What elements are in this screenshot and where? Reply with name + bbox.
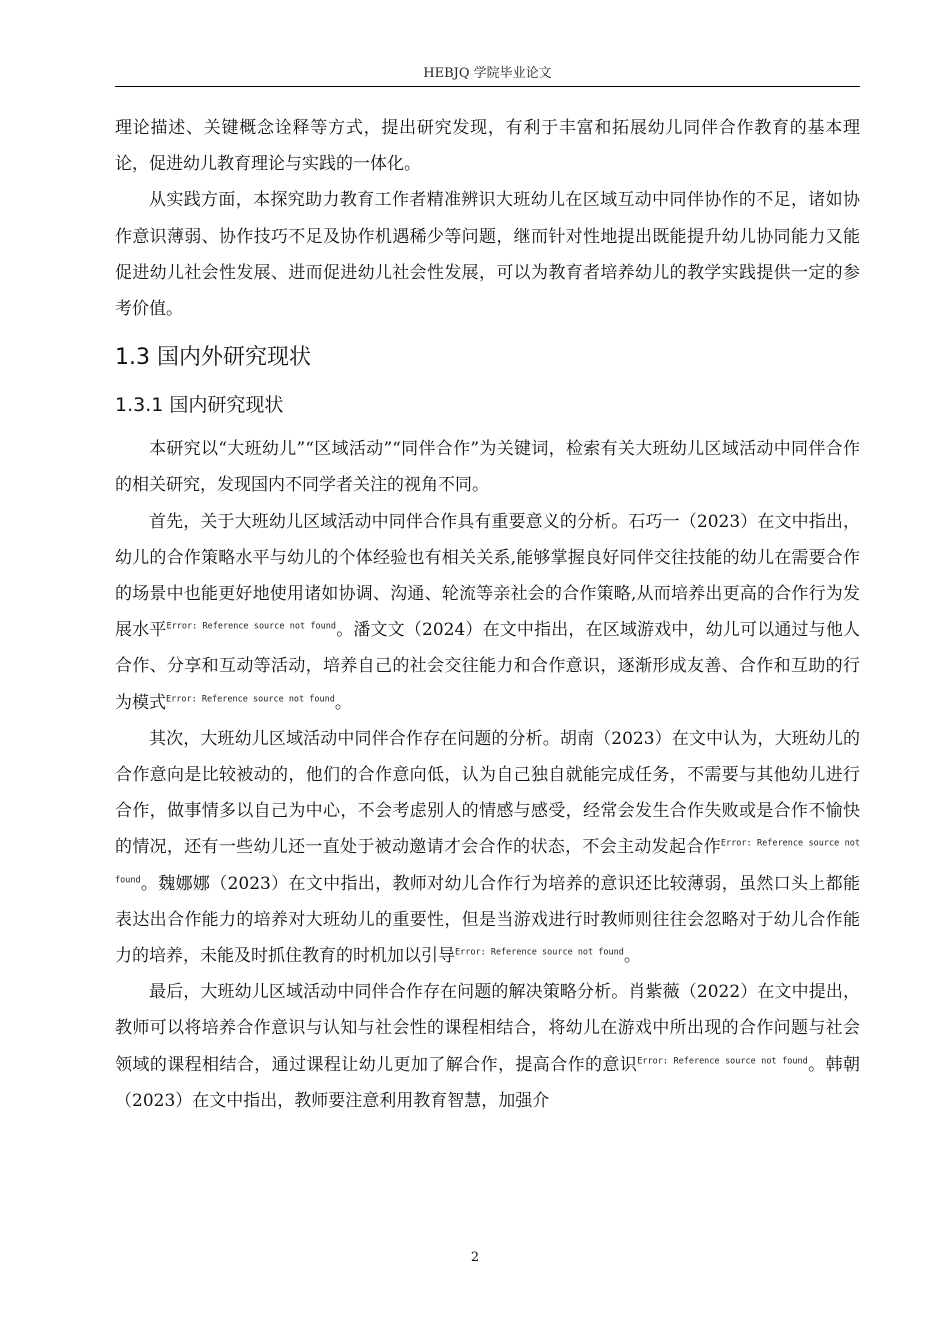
page-number: 2: [470, 1250, 480, 1265]
section-heading: 1.3 国内外研究现状: [115, 345, 311, 371]
citation-error: Error: Reference source not found: [455, 947, 624, 958]
citation-error: Error: Reference source not found: [166, 693, 335, 704]
paragraph-theory-continued: 理论描述、关键概念诠释等方式，提出研究发现，有利于丰富和拓展幼儿同伴合作教育的基本理论，促进幼儿教育理论与实践的一体化。: [115, 118, 860, 175]
text-segment: 。韩朝（2023）在文中指出，教师要注意利用教育智慧，加强介: [115, 1054, 860, 1111]
paragraph-intro: 本研究以“大班幼儿”“区域活动”“同伴合作”为关键词，检索有关大班幼儿区域活动中同伴合作的相关研究，发现国内不同学者关注的视角不同。: [115, 439, 860, 496]
body-text: [115, 110, 860, 1119]
running-header: HEBJQ 学院毕业论文: [423, 66, 552, 81]
text-segment: 。: [334, 692, 352, 713]
paragraph-practice: 从实践方面，本探究助力教育工作者精准辨识大班幼儿在区域互动中同伴协作的不足，诸如协作意识薄弱、协作技巧不足及协作机遇稀少等问题，继而针对性地提出既能提升幼儿协同能力又能促进幼儿社会性发展、进而促进幼儿社会性发展，可以为教育者培养幼儿的教学实践提供一定的参考价值。: [115, 190, 860, 320]
text-segment: 。潘文文（2024）在文中指出，在区域游戏中，幼儿可以通过与他人合作、分享和互动等活动，培养自己的社会交往能力和合作意识，逐渐形成友善、合作和互助的行为模式: [115, 620, 861, 713]
text-segment: 最后，大班幼儿区域活动中同伴合作存在问题的解决策略分析。肖紫薇（2022）在文中提出，教师可以将培养合作意识与认知与社会性的课程相结合，将幼儿在游戏中所出现的合作问题与社会领域的课程相结合，通过课程让幼儿更加了解合作，提高合作的意识: [115, 982, 860, 1075]
text-segment: 。: [623, 946, 641, 967]
header-divider: [115, 86, 860, 87]
citation-error: Error: Reference source not found: [115, 838, 861, 885]
paragraph-last: [115, 974, 860, 1119]
text-segment: 其次，大班幼儿区域活动中同伴合作存在问题的分析。胡南（2023）在文中认为，大班幼儿的合作意向是比较被动的，他们的合作意向低，认为自己独自就能完成任务，不需要与其他幼儿进行合作，做事情多以自己为中心，不会考虑别人的情感与感受，经常会发生合作失败或是合作不愉快的情况，还有一些幼儿还一直处于被动邀请才会合作的状态，不会主动发起合作: [115, 728, 860, 858]
subsection-heading: 1.3.1 国内研究现状: [115, 394, 284, 417]
text-segment: 首先，关于大班幼儿区域活动中同伴合作具有重要意义的分析。石巧一（2023）在文中指出，幼儿的合作策略水平与幼儿的个体经验也有相关关系,能够掌握良好同伴交往技能的幼儿在需要合作的场景中也能更好地使用诸如协调、沟通、轮流等亲社会的合作策略,从而培养出更高的合作行为发展水平: [115, 511, 860, 641]
paragraph-second: [115, 721, 860, 974]
text-segment: 。魏娜娜（2023）在文中指出，教师对幼儿合作行为培养的意识还比较薄弱，虽然口头上都能表达出合作能力的培养对大班幼儿的重要性，但是当游戏进行时教师则往往会忽略对于幼儿合作能力的培养，未能及时抓住教育的时机加以引导: [115, 873, 860, 967]
citation-error: Error: Reference source not found: [166, 621, 337, 632]
citation-error: Error: Reference source not found: [637, 1056, 808, 1067]
paragraph-first: [115, 504, 860, 721]
